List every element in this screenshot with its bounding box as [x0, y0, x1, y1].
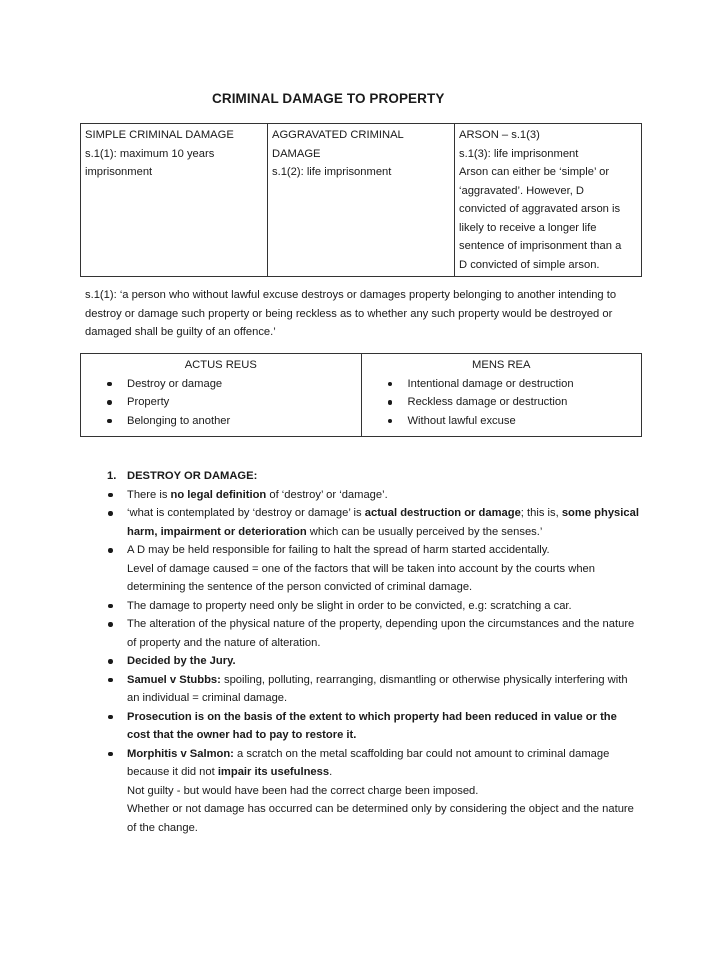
list-item: Belonging to another [127, 412, 357, 431]
text-run: which can be usually perceived by the senses.’ [306, 525, 543, 538]
cell-line: s.1(3): life imprisonment [459, 147, 579, 160]
document-title: CRIMINAL DAMAGE TO PROPERTY [212, 91, 445, 106]
list-item [127, 504, 642, 541]
simple-criminal-damage-cell [81, 124, 268, 277]
text-run: a scratch on the metal scaffolding bar could not amount to criminal damage because it did not [127, 747, 610, 778]
list-item [127, 652, 642, 671]
list-item [127, 671, 642, 708]
actus-reus-list [85, 375, 357, 431]
text-run: ‘what is contemplated by ‘destroy or damage’ is [127, 507, 365, 519]
bold-text: actual destruction or damage [364, 507, 521, 519]
list-item [127, 541, 642, 560]
list-item: Without lawful excuse [408, 412, 638, 431]
cell-line: s.1(1): maximum 10 years [85, 147, 215, 160]
bold-text: impair its usefulness [217, 766, 330, 778]
section-heading [107, 467, 642, 486]
cell-line: ARSON – s.1(3) [459, 129, 540, 141]
cell-line: D convicted of simple arson. [459, 258, 600, 271]
text-run: The alteration of the physical nature of the property, depending upon the circumstances and the nature of property and the nature of alteration. [127, 618, 635, 649]
statute-quote: s.1(1): ‘a person who without lawful excuse destroys or damages property belonging to another intending to destroy or damage such property or being reckless as to whether any such property would be destroyed or damaged shall be guilty of an offence.’ [85, 289, 617, 338]
list-item [127, 597, 642, 616]
mens-rea-heading: MENS REA [472, 359, 531, 371]
list-item [127, 708, 642, 745]
bold-text: Morphitis v Salmon: [127, 747, 234, 760]
mens-rea-list [366, 375, 638, 431]
aggravated-criminal-damage-cell [268, 124, 455, 277]
list-item [127, 486, 642, 505]
text-run: of ‘destroy’ or ‘damage’. [266, 488, 388, 501]
offences-table [80, 123, 642, 277]
text-run: Whether or not damage has occurred can be determined only by considering the object and the nature of the change. [127, 803, 634, 834]
section-destroy-or-damage [107, 467, 642, 837]
cell-line: sentence of imprisonment than a [459, 240, 622, 252]
text-run: ; this is, [520, 507, 562, 519]
text-run: Not guilty - but would have been had the correct charge been imposed. [127, 784, 479, 797]
continuation-line [127, 782, 642, 801]
cell-line: likely to receive a longer life [459, 221, 597, 234]
bold-text: some physical harm, impairment or deterioration [127, 507, 639, 538]
continuation-line [127, 800, 642, 837]
list-item [127, 615, 642, 652]
text-run: Level of damage caused = one of the factors that will be taken into account by the courts when determining the sentence of the person convicted of criminal damage. [127, 562, 595, 593]
bold-text: Decided by the Jury. [127, 655, 236, 667]
text-run: . [329, 766, 333, 778]
bold-text: no legal definition [170, 488, 267, 501]
list-item: Destroy or damage [127, 375, 357, 394]
text-run: spoiling, polluting, rearranging, dismantling or otherwise physically interfering with an individual = criminal damage. [127, 673, 628, 704]
arson-cell [455, 124, 642, 277]
cell-line: DAMAGE [272, 147, 321, 160]
list-item [127, 745, 642, 782]
mens-rea-cell [361, 354, 642, 437]
elements-table [80, 353, 642, 437]
text-run: There is [127, 488, 171, 501]
cell-line: AGGRAVATED CRIMINAL [272, 129, 404, 141]
section-heading-text: DESTROY OR DAMAGE: [127, 470, 258, 482]
cell-line: ‘aggravated’. However, D [459, 184, 584, 197]
list-item: Intentional damage or destruction [408, 375, 638, 394]
cell-line: SIMPLE CRIMINAL DAMAGE [85, 129, 234, 141]
list-item: Reckless damage or destruction [408, 393, 638, 412]
actus-reus-cell [81, 354, 362, 437]
cell-line: s.1(2): life imprisonment [272, 166, 392, 178]
bold-text: Prosecution is on the basis of the extent to which property had been reduced in value or the cost that the owner had to pay to restore it. [127, 710, 617, 741]
section-number: 1. [107, 470, 117, 482]
cell-line: convicted of aggravated arson is [459, 203, 621, 215]
actus-reus-heading: ACTUS REUS [184, 359, 257, 371]
text-run: A D may be held responsible for failing to halt the spread of harm started accidentally. [127, 544, 550, 556]
section-bullet-list [107, 486, 642, 838]
cell-line: imprisonment [85, 166, 153, 178]
cell-line: Arson can either be ‘simple’ or [459, 166, 610, 178]
bold-text: Samuel v Stubbs: [127, 673, 221, 686]
continuation-line [127, 560, 642, 597]
list-item: Property [127, 393, 357, 412]
text-run: The damage to property need only be slight in order to be convicted, e.g: scratching a car. [127, 599, 572, 612]
